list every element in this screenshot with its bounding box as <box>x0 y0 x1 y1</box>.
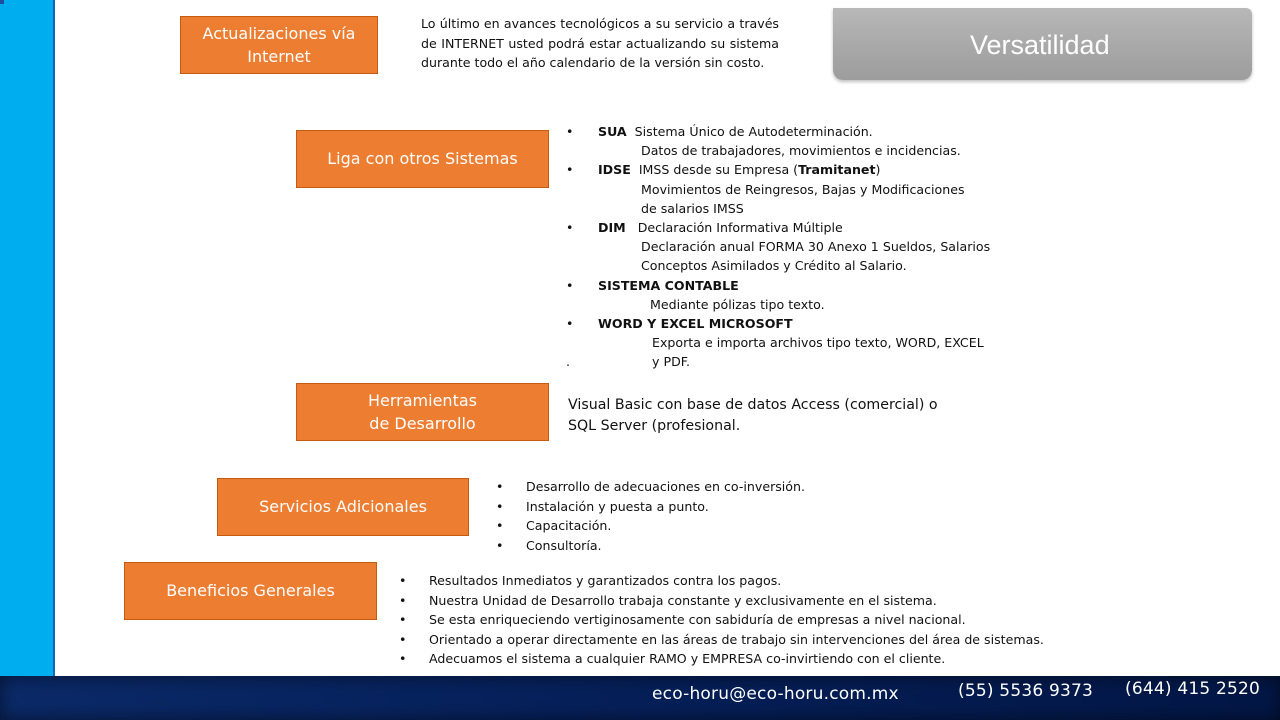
list-item <box>399 610 1044 630</box>
bullet-icon: • <box>566 162 574 178</box>
liga-item-dim <box>566 218 1046 237</box>
dim-term: DIM <box>598 220 626 236</box>
beneficios-label: Beneficios Generales <box>166 581 335 601</box>
bullet-icon: • <box>496 498 504 514</box>
actualizaciones-label-line2: Internet <box>247 47 311 66</box>
footer-phone-2[interactable]: (644) 415 2520 <box>1125 679 1261 699</box>
list-item <box>399 630 1044 650</box>
list-item <box>399 591 1044 611</box>
bullet-icon: • <box>496 518 504 533</box>
liga-item-idse <box>566 160 1046 179</box>
bullet-icon: • <box>566 316 574 332</box>
bullet-icon: • <box>566 220 574 236</box>
servicios-list <box>496 477 805 555</box>
actualizaciones-text: Lo último en avances tecnológicos a su servicio a través de INTERNET usted podrá estar actualizando su sistema durante todo el año calendario de la versión sin costo. <box>421 16 779 70</box>
word-term: WORD Y EXCEL MICROSOFT <box>598 316 793 332</box>
dim-desc: Declaración Informativa Múltiple <box>637 220 843 236</box>
sua-line2: Datos de trabajadores, movimientos e incidencias. <box>641 143 961 159</box>
herramientas-label-box <box>296 383 549 441</box>
list-item <box>399 649 1044 669</box>
liga-label-box <box>296 130 549 188</box>
list-item-text: Instalación y puesta a punto. <box>526 498 709 514</box>
servicios-label: Servicios Adicionales <box>259 497 427 517</box>
herramientas-text-line1: Visual Basic con base de datos Access (comercial) o <box>568 397 938 413</box>
contable-term: SISTEMA CONTABLE <box>598 277 739 293</box>
idse-line3: de salarios IMSS <box>641 200 744 216</box>
footer-bar <box>0 676 1280 720</box>
bullet-icon: • <box>496 479 504 494</box>
herramientas-text <box>568 395 938 437</box>
actualizaciones-label-line1: Actualizaciones vía <box>202 23 356 43</box>
bullet-icon: • <box>399 573 407 588</box>
bullet-icon: • <box>566 124 574 139</box>
footer-phone-1[interactable]: (55) 5536 9373 <box>958 681 1094 701</box>
word-line3-dot: . <box>566 354 571 370</box>
idse-line2: Movimientos de Reingresos, Bajas y Modificaciones <box>641 181 965 197</box>
list-item <box>496 477 805 497</box>
list-item <box>496 536 805 556</box>
actualizaciones-label-box <box>180 16 378 74</box>
list-item-text: Se esta enriqueciendo vertiginosamente con sabiduría de empresas a nivel nacional. <box>429 612 966 627</box>
servicios-label-box <box>217 478 469 536</box>
liga-item-contable <box>566 276 1046 295</box>
list-item-text: Capacitación. <box>526 518 612 533</box>
bullet-icon: • <box>399 631 407 647</box>
title-tab-label: Versatilidad <box>970 30 1110 60</box>
word-line3: y PDF. <box>652 354 690 370</box>
liga-label: Liga con otros Sistemas <box>327 149 518 169</box>
dim-line2: Declaración anual FORMA 30 Anexo 1 Sueldos, Salarios <box>641 239 991 255</box>
left-accent-bar <box>0 0 55 676</box>
liga-item-sua <box>566 122 1046 141</box>
footer-email[interactable]: eco-horu@eco-horu.com.mx <box>652 684 899 704</box>
herramientas-label-line1: Herramientas <box>368 390 477 410</box>
idse-close: ) <box>875 162 881 178</box>
list-item-text: Orientado a operar directamente en las áreas de trabajo sin intervenciones del área de sistemas. <box>429 631 1044 647</box>
liga-item-word <box>566 314 1046 333</box>
idse-bold: Tramitanet <box>798 162 876 178</box>
word-line2: Exporta e importa archivos tipo texto, WORD, EXCEL <box>652 335 984 351</box>
liga-list <box>566 122 1046 372</box>
beneficios-label-box <box>124 562 377 620</box>
bullet-icon: • <box>399 651 407 666</box>
bullet-icon: • <box>399 592 407 608</box>
list-item-text: Resultados Inmediatos y garantizados contra los pagos. <box>429 573 782 588</box>
list-item <box>496 516 805 536</box>
herramientas-text-line2: SQL Server (profesional. <box>568 418 741 434</box>
bullet-icon: • <box>496 537 504 553</box>
list-item <box>399 571 1044 591</box>
sua-desc: Sistema Único de Autodeterminación. <box>634 124 873 139</box>
bullet-icon: • <box>566 277 574 293</box>
title-tab <box>833 8 1252 80</box>
list-item-text: Consultoría. <box>526 537 602 553</box>
list-item-text: Nuestra Unidad de Desarrollo trabaja constante y exclusivamente en el sistema. <box>429 592 937 608</box>
herramientas-label-line2: de Desarrollo <box>369 414 476 433</box>
beneficios-list <box>399 571 1044 669</box>
list-item-text: Adecuamos el sistema a cualquier RAMO y EMPRESA co-invirtiendo con el cliente. <box>429 651 946 666</box>
corner-marker <box>0 0 4 4</box>
list-item-text: Desarrollo de adecuaciones en co-inversión. <box>526 479 805 494</box>
contable-line2: Mediante pólizas tipo texto. <box>650 296 825 312</box>
idse-desc: IMSS desde su Empresa ( <box>638 162 799 178</box>
idse-term: IDSE <box>598 162 631 178</box>
word-line3-row <box>566 352 1046 371</box>
dim-line3: Conceptos Asimilados y Crédito al Salario. <box>641 258 907 274</box>
sua-term: SUA <box>598 124 627 139</box>
bullet-icon: • <box>399 612 407 627</box>
list-item <box>496 497 805 517</box>
